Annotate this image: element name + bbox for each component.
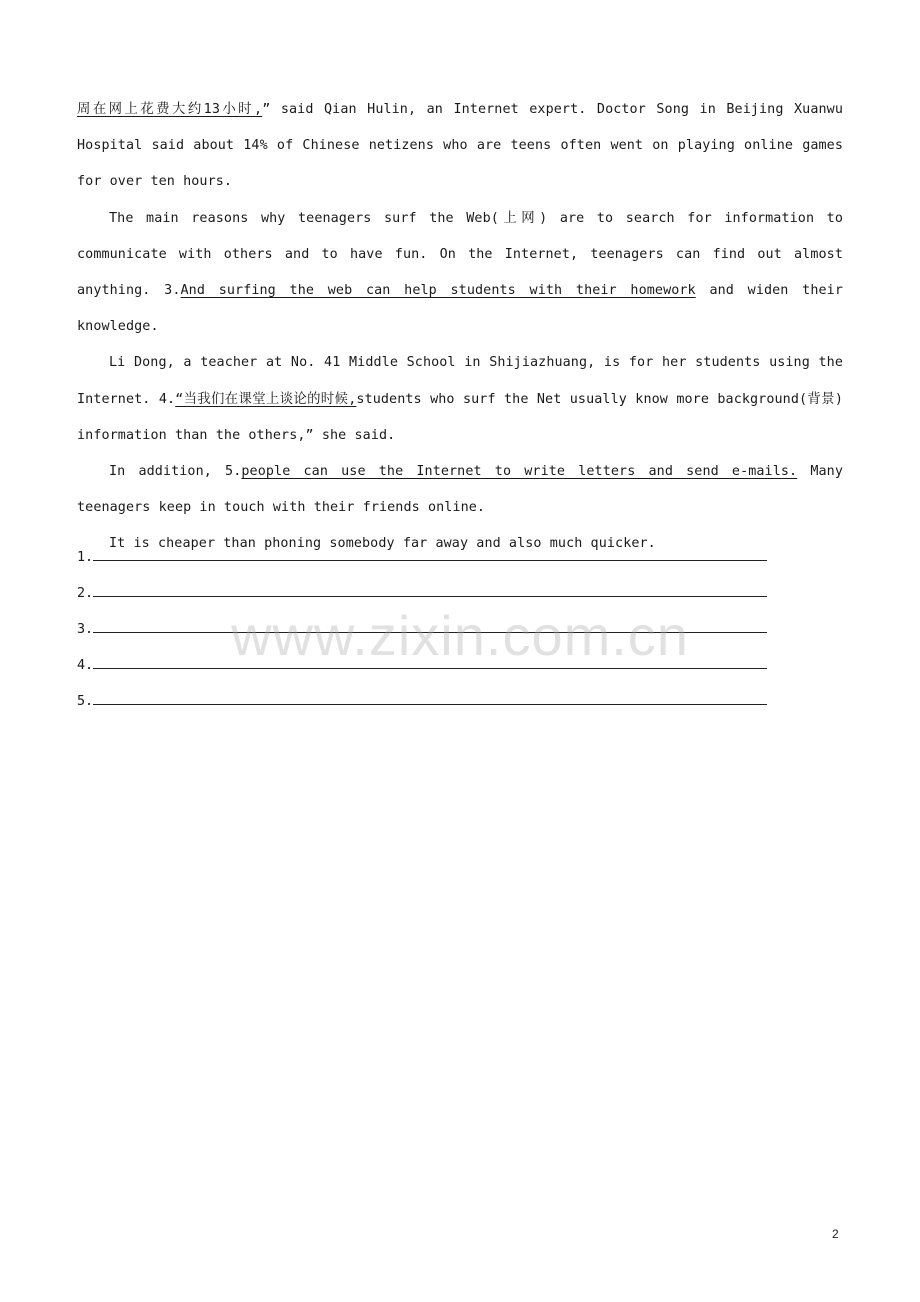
paragraph-2	[77, 201, 843, 346]
underlined-sentence-3: And surfing the web can help students with their homework	[180, 283, 696, 299]
paragraph-3-rest: students who surf the Net usually know more background(背景) information than the others,” she said.	[77, 391, 843, 443]
paragraph-5-text: It is cheaper than phoning somebody far away and also much quicker.	[109, 536, 656, 552]
answer-blank-line	[93, 595, 767, 597]
answer-row	[77, 677, 777, 713]
answer-blank-line	[93, 559, 767, 561]
underlined-sentence-4: “当我们在课堂上谈论的时候,	[175, 391, 357, 407]
answer-blank-line	[93, 703, 767, 705]
underlined-sentence-5: people can use the Internet to write letters and send e-mails.	[241, 464, 798, 480]
answer-row	[77, 569, 777, 605]
paragraph-3-text: Li Dong, a teacher at No. 41 Middle School in Shijiazhuang, is for her students using the Internet. 4.	[77, 355, 843, 407]
passage-text	[77, 92, 843, 563]
paragraph-1	[77, 92, 843, 201]
answer-row	[77, 605, 777, 641]
paragraph-4-rest: Many teenagers keep in touch with their friends online.	[77, 464, 843, 516]
answer-blank-line	[93, 631, 767, 633]
paragraph-4	[77, 454, 843, 526]
answer-row	[77, 641, 777, 677]
answer-blank-line	[93, 667, 767, 669]
answer-number: 3.	[77, 622, 94, 637]
paragraph-1-text: ” said Qian Hulin, an Internet expert. Doctor Song in Beijing Xuanwu Hospital said about 14% of Chinese netizens who are teens often went on playing online games for over ten hours.	[77, 102, 843, 190]
answer-number: 1.	[77, 550, 94, 565]
answer-number: 4.	[77, 658, 94, 673]
answer-number: 2.	[77, 586, 94, 601]
paragraph-2-rest: and widen their knowledge.	[77, 283, 843, 335]
paragraph-4-text: In addition, 5.	[109, 464, 242, 480]
answer-lines	[77, 533, 777, 713]
answer-number: 5.	[77, 694, 94, 709]
page-number: 2	[832, 1227, 839, 1241]
paragraph-2-text: The main reasons why teenagers surf the Web(上网) are to search for information to communicate with others and to have fun. On the Internet, teenagers can find out almost anything. 3.	[77, 210, 843, 299]
underlined-sentence-2: 周在网上花费大约13小时,	[77, 102, 263, 117]
watermark: www.zixin.com.cn	[231, 604, 689, 667]
answer-row	[77, 533, 777, 569]
paragraph-3	[77, 345, 843, 454]
